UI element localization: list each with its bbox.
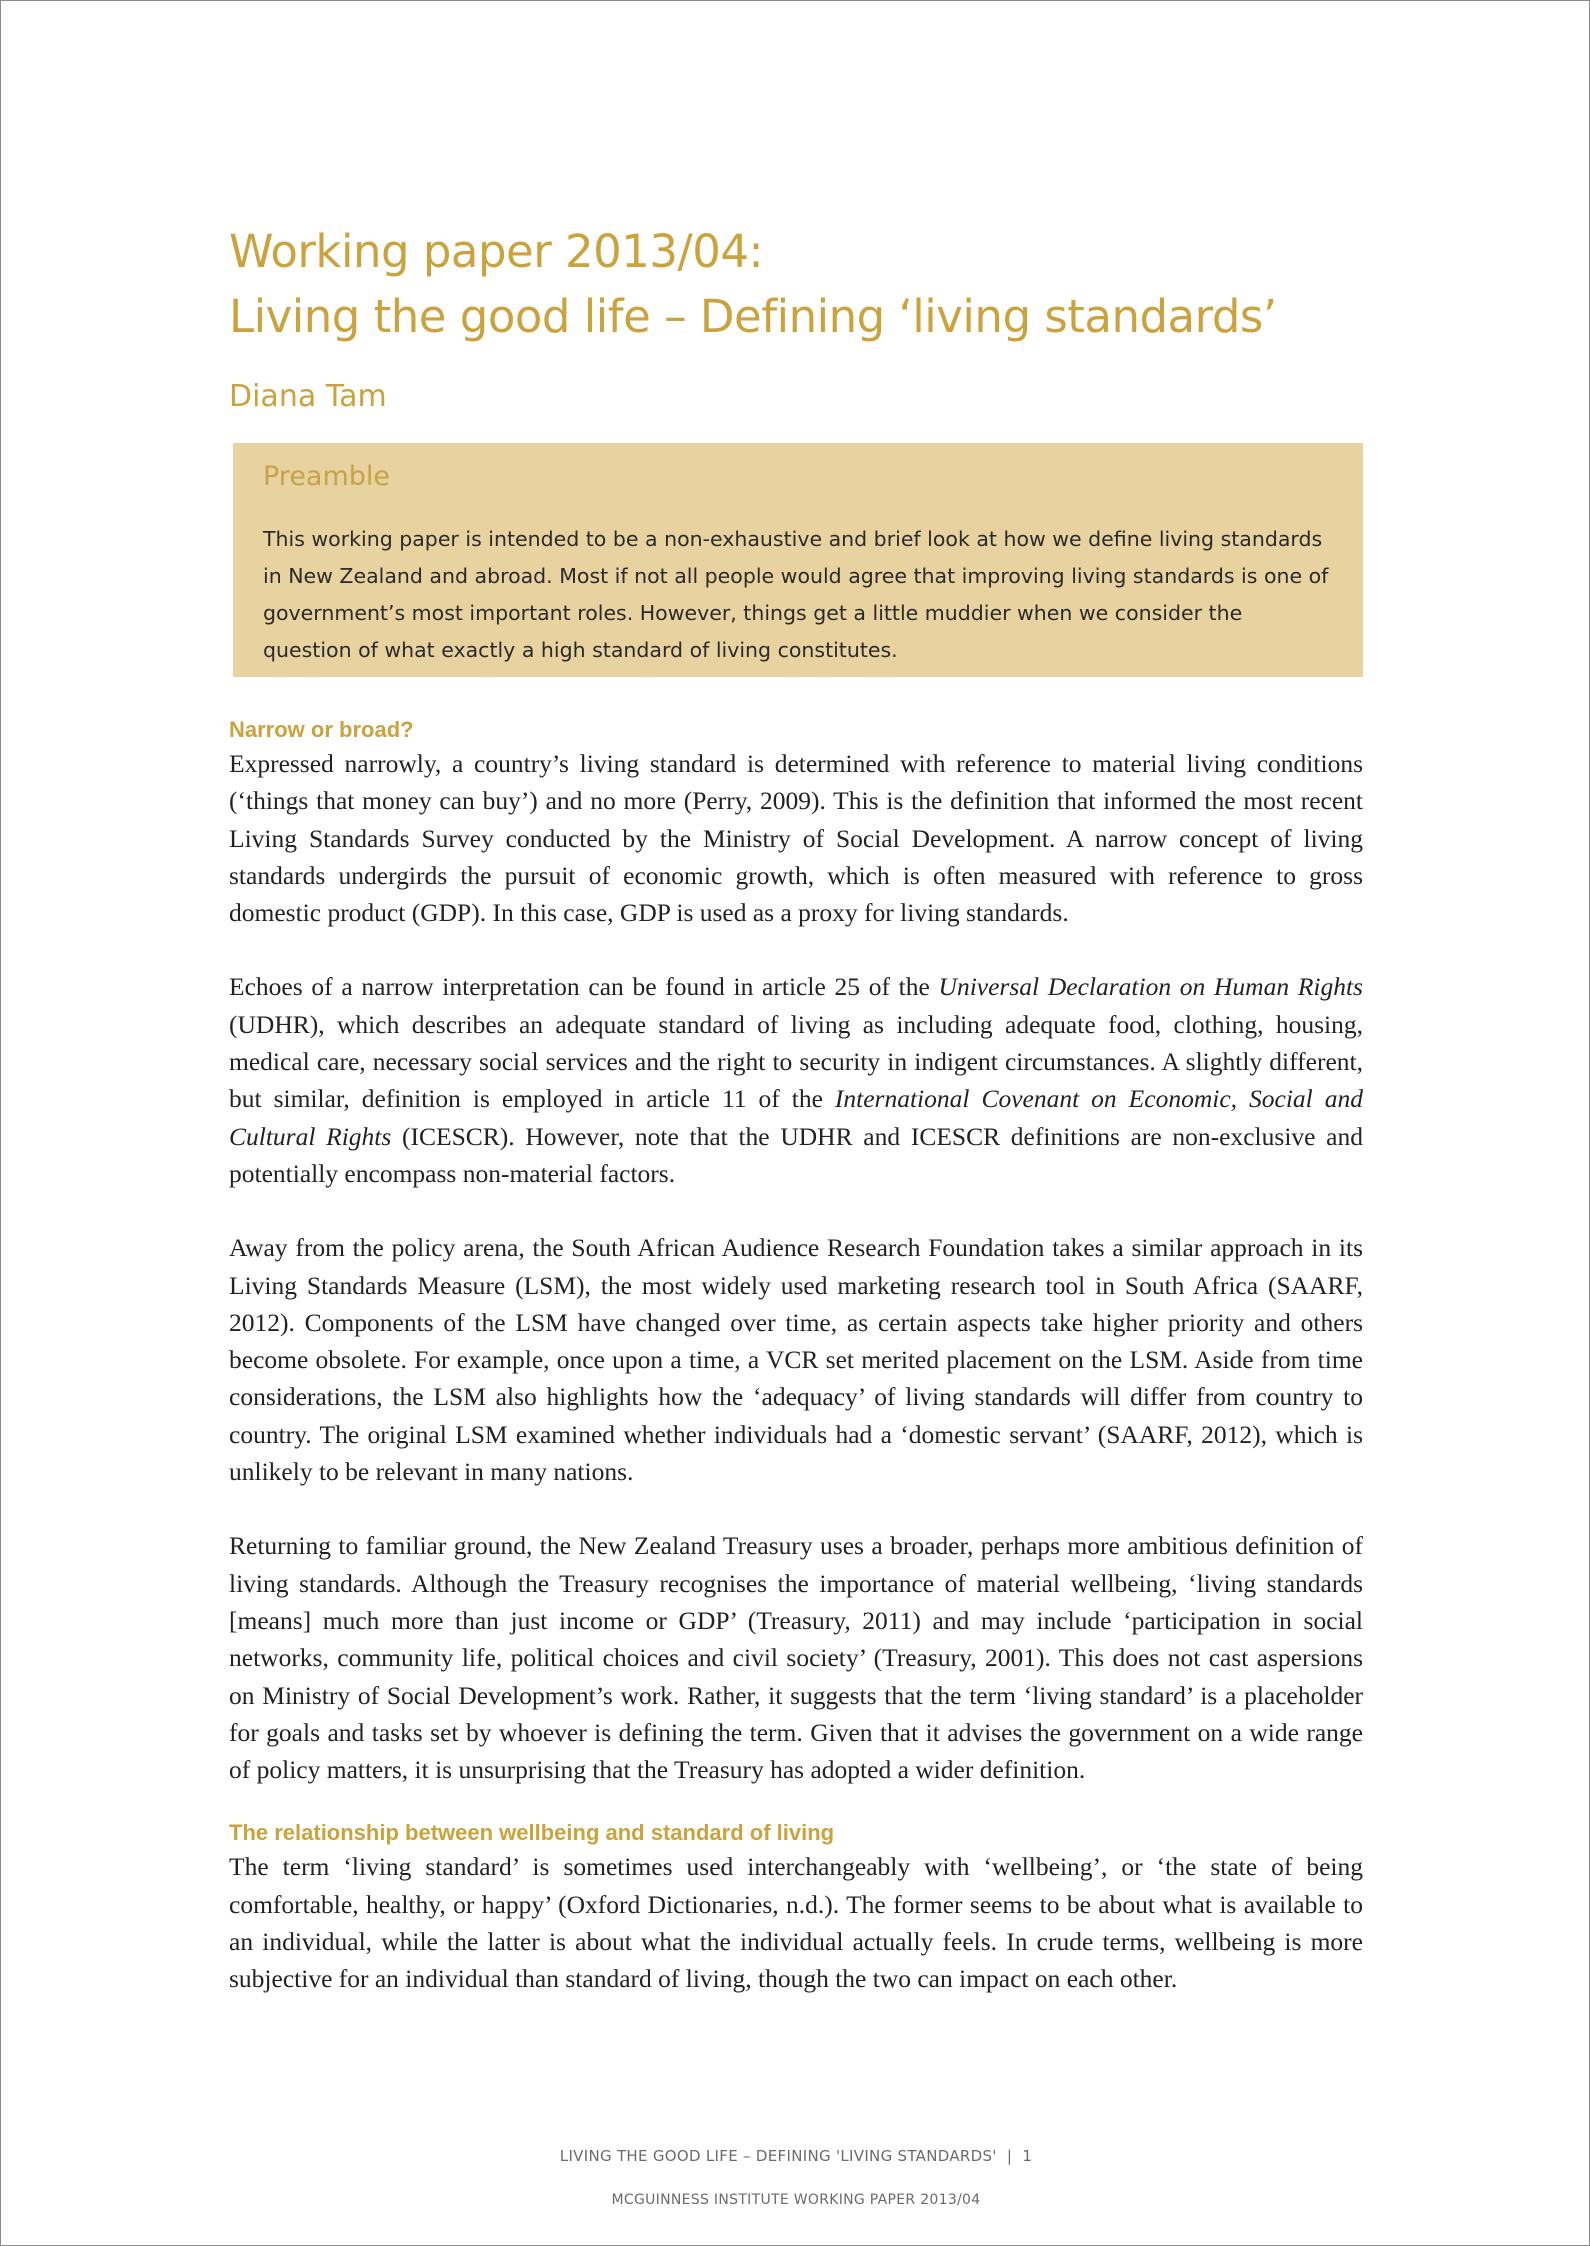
page-content [229, 219, 1363, 1998]
page-number: 1 [1022, 2147, 1033, 2165]
preamble-box [233, 443, 1363, 677]
paragraph-2-text-e: (ICESCR). However, note that the UDHR and ICESCR definitions are non-exclusive and potentially encompass non-material factors. [229, 1121, 1363, 1188]
footer-running-title: LIVING THE GOOD LIFE – DEFINING 'LIVING STANDARDS' [559, 2147, 997, 2165]
body-paragraph-4: Returning to familiar ground, the New Zealand Treasury uses a broader, perhaps more ambitious definition of living standards. Although the Treasury recognises the importance of material wellbeing, ‘living standards [means] much more than just income or GDP’ (Treasury, 2011) and may include ‘participation in social networks, community life, political choices and civil society’ (Treasury, 2001). This does not cast aspersions on Ministry of Social Development’s work. Rather, it suggests that the term ‘living standard’ is a placeholder for goals and tasks set by whoever is defining the term. Given that it advises the government on a wide range of policy matters, it is unsurprising that the Treasury has adopted a wider definition. [229, 1531, 1363, 1785]
paper-title [229, 219, 1363, 349]
author-name: Diana Tam [229, 379, 387, 414]
icescr-title: International Covenant on Economic, Social and Cultural Rights [229, 1084, 1363, 1151]
paragraph-2-text-a: Echoes of a narrow interpretation can be found in article 25 of the [229, 972, 939, 1002]
footer-separator: | [1006, 2147, 1013, 2165]
preamble-title: Preamble [263, 461, 391, 492]
section-heading-narrow-or-broad: Narrow or broad? [229, 717, 414, 742]
paragraph-2-text-c: (UDHR), which describes an adequate standard of living as including adequate food, clothing, housing, medical care, necessary social services and the right to security in indigent circumstances. A slightly different, but similar, definition is employed in article 11 of the [229, 1009, 1363, 1114]
running-footer [1, 2147, 1590, 2165]
body-paragraph-1: Expressed narrowly, a country’s living standard is determined with reference to material living conditions (‘things that money can buy’) and no more (Perry, 2009). This is the definition that informed the most recent Living Standards Survey conducted by the Ministry of Social Development. A narrow concept of living standards undergirds the pursuit of economic growth, which is often measured with reference to gross domestic product (GDP). In this case, GDP is used as a proxy for living standards. [229, 749, 1363, 928]
series-footer: MCGUINNESS INSTITUTE WORKING PAPER 2013/04 [611, 2192, 981, 2208]
title-line-2: Living the good life – Defining ‘living standards’ [229, 290, 1277, 343]
section-heading-wellbeing: The relationship between wellbeing and standard of living [229, 1820, 835, 1846]
udhr-title: Universal Declaration on Human Rights [938, 972, 1363, 1002]
title-line-1: Working paper 2013/04: [229, 225, 764, 278]
preamble-text: This working paper is intended to be a non-exhaustive and brief look at how we define living standards in New Zealand and abroad. Most if not all people would agree that improving living standards is one of government’s most important roles. However, things get a little muddier when we consider the question of what exactly a high standard of living constitutes. [263, 527, 1329, 662]
body-paragraph-2 [229, 968, 1363, 1192]
body-paragraph-5: The term ‘living standard’ is sometimes used interchangeably with ‘wellbeing’, or ‘the state of being comfortable, healthy, or happy’ (Oxford Dictionaries, n.d.). The former seems to be about what is available to an individual, while the latter is about what the individual actually feels. In crude terms, wellbeing is more subjective for an individual than standard of living, though the two can impact on each other. [229, 1852, 1363, 1994]
body-paragraph-3: Away from the policy arena, the South African Audience Research Foundation takes a similar approach in its Living Standards Measure (LSM), the most widely used marketing research tool in South Africa (SAARF, 2012). Components of the LSM have changed over time, as certain aspects take higher priority and others become obsolete. For example, once upon a time, a VCR set merited placement on the LSM. Aside from time considerations, the LSM also highlights how the ‘adequacy’ of living standards will differ from country to country. The original LSM examined whether individuals had a ‘domestic servant’ (SAARF, 2012), which is unlikely to be relevant in many nations. [229, 1233, 1363, 1487]
